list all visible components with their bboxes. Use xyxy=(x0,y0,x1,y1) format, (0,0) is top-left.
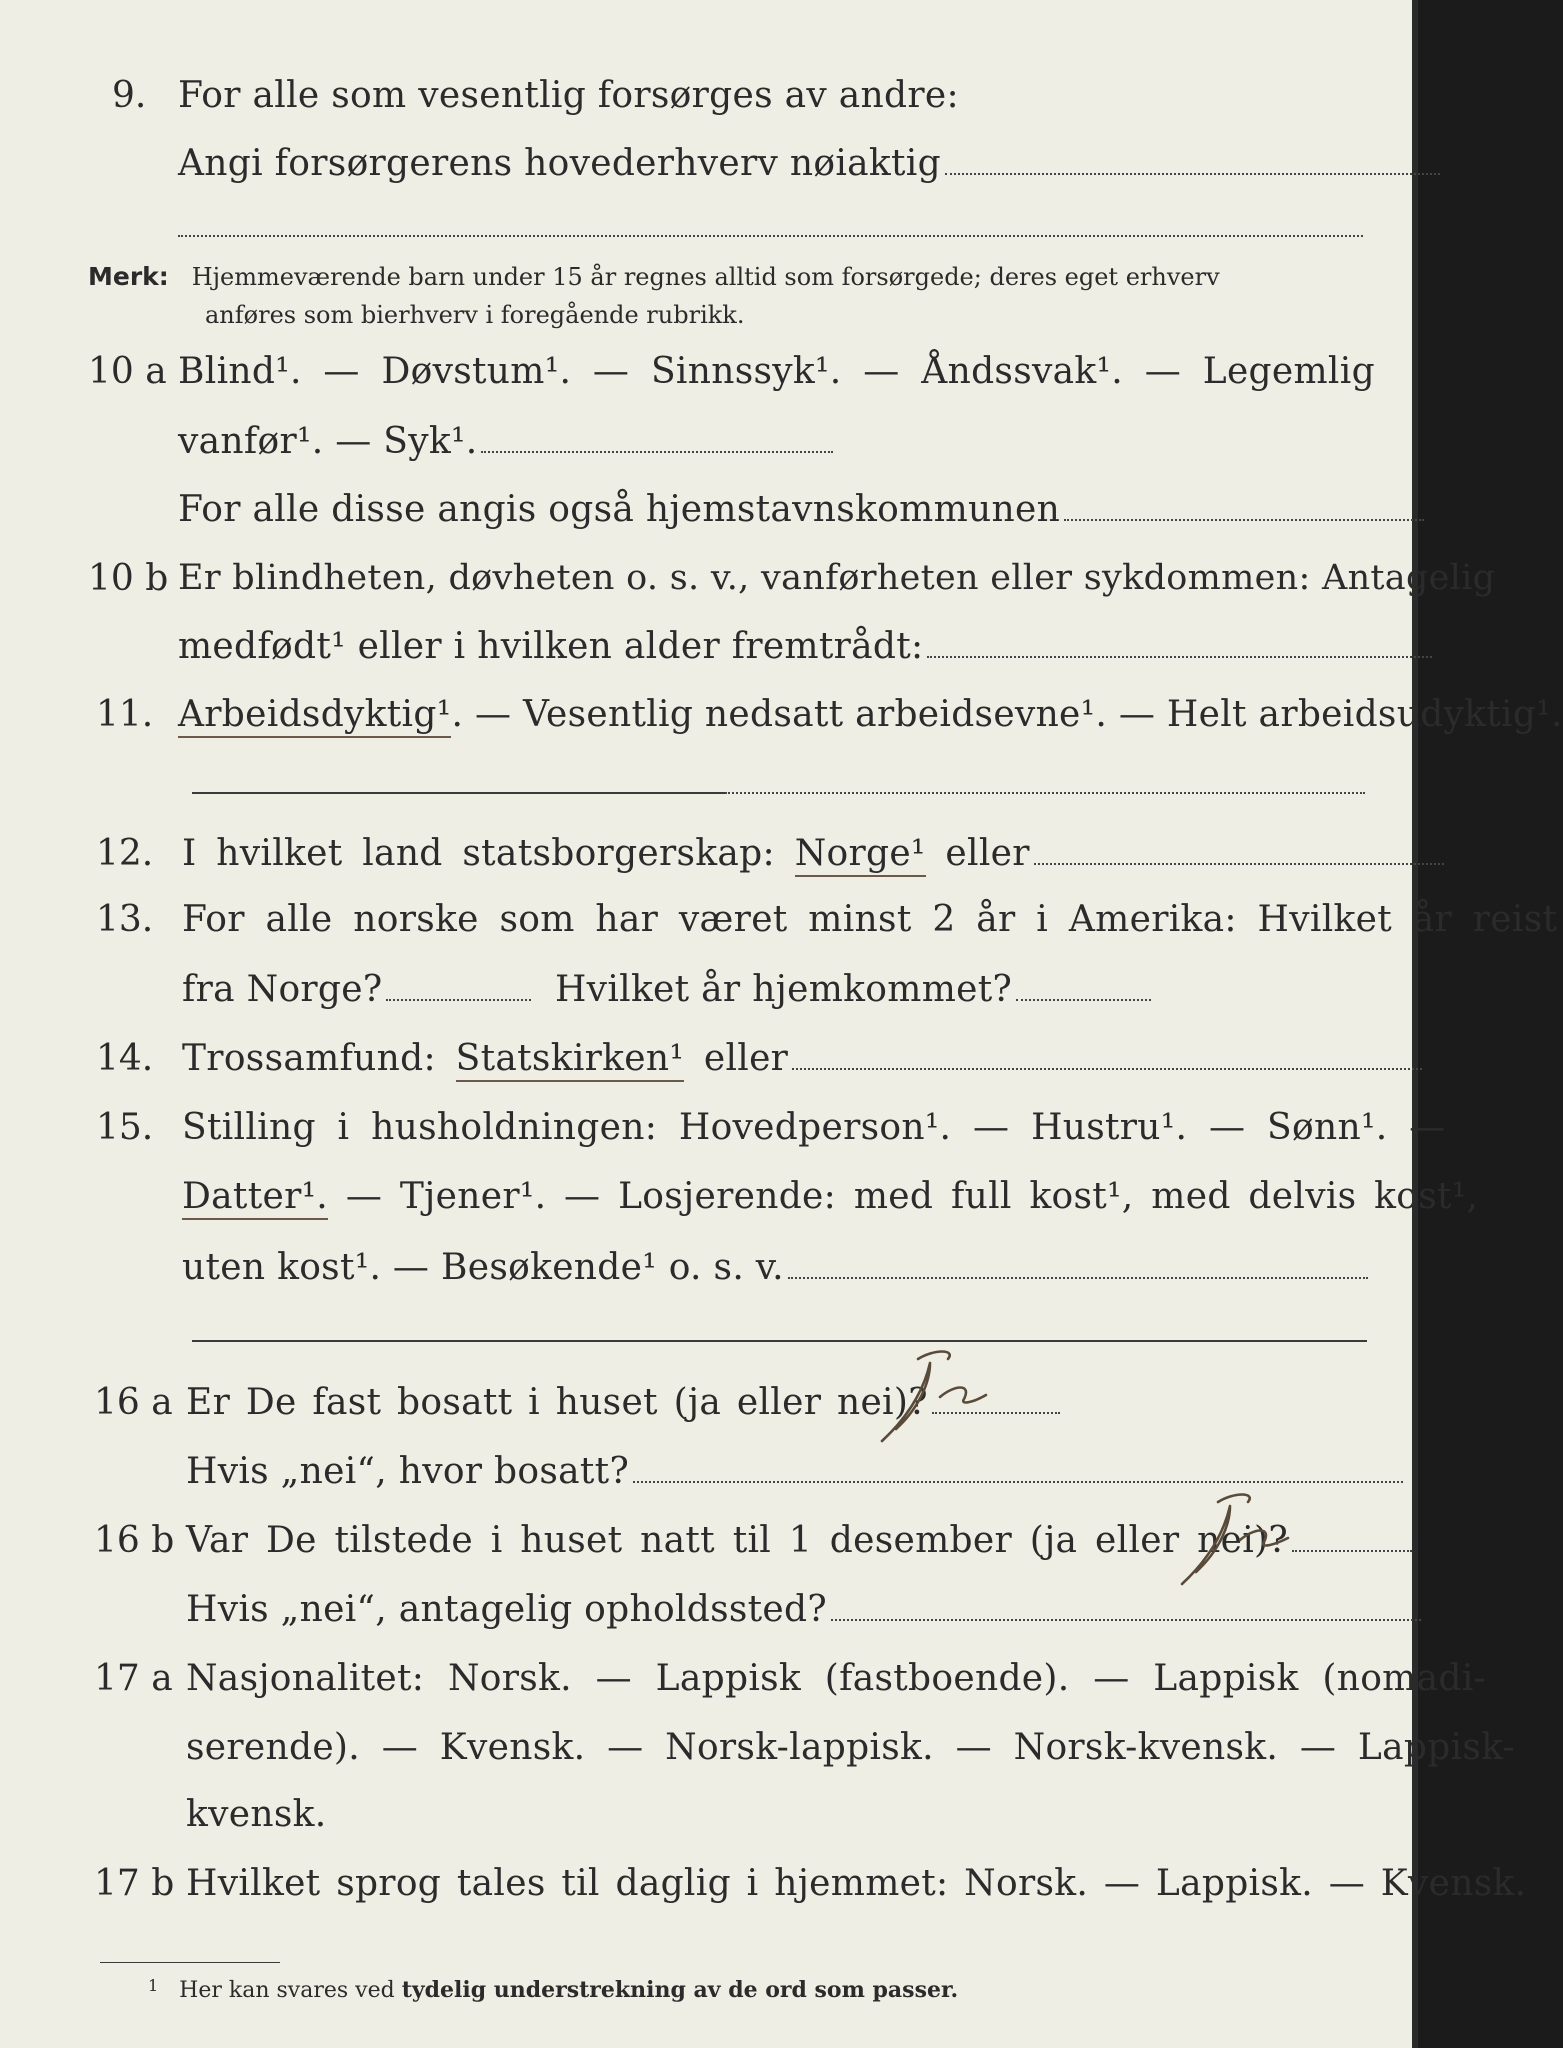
q11-line xyxy=(178,694,1563,735)
footnote-bold: tydelig understrekning av de ord som passer. xyxy=(401,1977,959,2003)
q9-continuation-line[interactable] xyxy=(178,235,1363,237)
q10b-line1: Er blindheten, døvheten o. s. v., vanførheten eller sykdommen: Antagelig xyxy=(178,558,1496,598)
q9-number: 9. xyxy=(112,75,147,116)
q10a-answer-field[interactable] xyxy=(481,450,833,453)
q16a-handwritten-ja xyxy=(860,1345,1000,1455)
q15-line2 xyxy=(182,1176,1479,1217)
q16b-answer-field[interactable] xyxy=(1292,1549,1412,1552)
q10a-line3-text: For alle disse angis også hjemstavnskommunen xyxy=(178,489,1061,530)
q11-number: 11. xyxy=(96,694,154,735)
q17b-line1: Hvilket sprog tales til daglig i hjemmet: Norsk. — Lappisk. — Kvensk. xyxy=(186,1863,1527,1904)
q13-part1: fra Norge? xyxy=(182,969,383,1010)
q13-part2: Hvilket år hjemkommet? xyxy=(554,969,1013,1010)
q12-line xyxy=(182,833,1444,874)
q16a-answer-text: Ja xyxy=(860,1345,861,1346)
q14-answer-field[interactable] xyxy=(792,1067,1422,1070)
q15-answer-field[interactable] xyxy=(788,1276,1368,1279)
q14-eller: eller xyxy=(703,1038,789,1079)
q9-line1: For alle som vesentlig forsørges av andre: xyxy=(178,75,959,116)
q10b-line2 xyxy=(178,626,1432,667)
q10a-line1: Blind¹. — Døvstum¹. — Sinnssyk¹. — Åndssvak¹. — Legemlig xyxy=(178,351,1375,392)
q16b-line2-text: Hvis „nei“, antagelig opholdssted? xyxy=(186,1589,827,1630)
q13-year-returned-field[interactable] xyxy=(1016,998,1151,1001)
q10a-number: 10 a xyxy=(88,351,167,392)
q15-option-datter[interactable]: Datter¹. xyxy=(182,1176,328,1220)
q15-line3 xyxy=(182,1247,1368,1288)
q16a-residence-field[interactable] xyxy=(633,1480,1403,1483)
q12-number: 12. xyxy=(96,833,154,874)
q16b-number: 16 b xyxy=(94,1520,175,1561)
q11-answer-line-right[interactable] xyxy=(725,792,1365,794)
q14-line xyxy=(182,1038,1422,1079)
q15-line3-text: uten kost¹. — Besøkende¹ o. s. v. xyxy=(182,1247,784,1288)
q10b-number: 10 b xyxy=(88,558,169,599)
q16a-number: 16 a xyxy=(94,1382,173,1423)
q9-answer-field[interactable] xyxy=(945,172,1440,175)
q13-year-left-field[interactable] xyxy=(386,998,531,1001)
q14-option-statskirken[interactable]: Statskirken¹ xyxy=(456,1038,684,1082)
q16b-line2 xyxy=(186,1589,1421,1630)
q15-number: 15. xyxy=(96,1107,154,1148)
q13-line1: For alle norske som har været minst 2 år i Amerika: Hvilket år reist xyxy=(182,899,1558,940)
q17a-number: 17 a xyxy=(94,1658,173,1699)
q14-number: 14. xyxy=(96,1038,154,1079)
q16b-answer-text: Ja xyxy=(1160,1490,1161,1491)
q17b-number: 17 b xyxy=(94,1863,175,1904)
merk-note xyxy=(88,258,1220,334)
q14-text: Trossamfund: xyxy=(182,1038,436,1079)
q11-answer-line-left[interactable] xyxy=(192,792,725,794)
q16a-line1-text: Er De fast bosatt i huset (ja eller nei)? xyxy=(186,1382,928,1423)
q10b-answer-field[interactable] xyxy=(927,655,1432,658)
q16a-line2 xyxy=(186,1451,1403,1492)
q13-line2 xyxy=(182,969,1151,1010)
merk-line1: Hjemmeværende barn under 15 år regnes alltid som forsørgede; deres eget erhverv xyxy=(191,263,1220,291)
merk-label: Merk: xyxy=(88,262,169,291)
q17a-line3: kvensk. xyxy=(186,1794,327,1835)
q15-line2-rest: — Tjener¹. — Losjerende: med full kost¹, med delvis kost¹, xyxy=(345,1176,1479,1217)
q11-rest: . — Vesentlig nedsatt arbeidsevne¹. — Helt arbeidsudyktig¹. xyxy=(451,694,1563,735)
q10a-line2 xyxy=(178,421,833,462)
q12-answer-field[interactable] xyxy=(1034,862,1444,865)
q12-option-norge[interactable]: Norge¹ xyxy=(795,833,926,877)
q17a-line2: serende). — Kvensk. — Norsk-lappisk. — Norsk-kvensk. — Lappisk- xyxy=(186,1727,1516,1768)
q16b-handwritten-ja xyxy=(1160,1490,1300,1600)
q9-line2-text: Angi forsørgerens hovederhverv nøiaktig xyxy=(178,143,941,184)
q13-number: 13. xyxy=(96,899,154,940)
q16a-line2-text: Hvis „nei“, hvor bosatt? xyxy=(186,1451,630,1492)
q12-eller: eller xyxy=(945,833,1030,874)
q17a-line1: Nasjonalitet: Norsk. — Lappisk (fastboende). — Lappisk (nomadi- xyxy=(186,1658,1487,1699)
q16b-line1-text: Var De tilstede i huset natt til 1 desember (ja eller nei)? xyxy=(186,1520,1288,1561)
q10a-line2-text: vanfør¹. — Syk¹. xyxy=(178,421,478,462)
footnote-rule xyxy=(100,1962,280,1963)
q15-answer-line[interactable] xyxy=(192,1340,1367,1342)
q10b-line2-text: medfødt¹ eller i hvilken alder fremtrådt: xyxy=(178,626,924,667)
q16b-stay-field[interactable] xyxy=(831,1618,1421,1621)
q9-line2 xyxy=(178,143,1440,184)
q10a-line3 xyxy=(178,489,1424,530)
footnote-mark: 1 xyxy=(148,1976,159,1995)
q15-line1: Stilling i husholdningen: Hovedperson¹. — Hustru¹. — Sønn¹. — xyxy=(182,1107,1446,1148)
q12-text: I hvilket land statsborgerskap: xyxy=(182,833,775,874)
q11-option-arbeidsdyktig[interactable]: Arbeidsdyktig¹ xyxy=(178,694,451,738)
merk-line2: anføres som bierhverv i foregående rubrikk. xyxy=(205,300,745,329)
footnote xyxy=(148,1976,958,2003)
footnote-plain: Her kan svares ved xyxy=(179,1978,395,2003)
q10a-hometown-field[interactable] xyxy=(1064,518,1424,521)
